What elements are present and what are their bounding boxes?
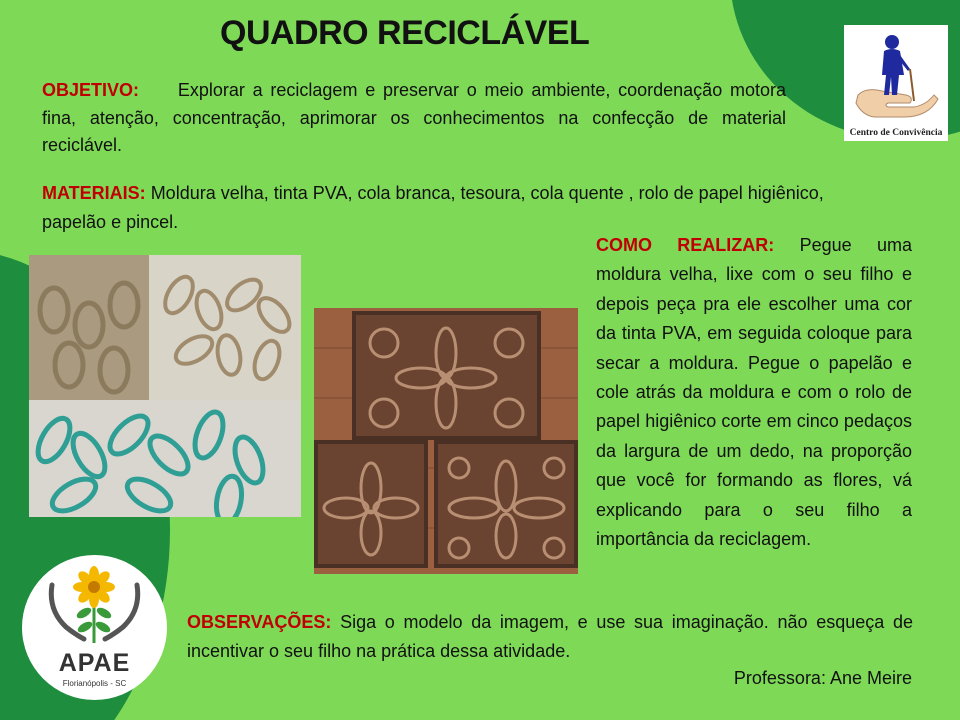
observacoes-paragraph xyxy=(187,608,913,666)
objetivo-paragraph xyxy=(42,77,786,160)
finished-frames-photo xyxy=(314,308,578,574)
como-realizar-text: Pegue uma moldura velha, lixe com o seu filho e depois peça pra ele escolher uma cor da tinta PVA, em seguida coloque para secar a moldura. Pegue o papelão e cole atrás da moldura e com o rolo de papel higiênico corte em cinco pedaços da largura de um dedo, na proporção que você for formando as flores, vá explicando para o seu filho a importância da reciclagem. xyxy=(596,235,912,550)
apae-logo xyxy=(22,555,167,700)
materiais-label: MATERIAIS: xyxy=(42,183,146,203)
professora-signature: Professora: Ane Meire xyxy=(733,668,912,688)
como-realizar-paragraph xyxy=(596,231,912,554)
rolls-craft-photo xyxy=(29,255,301,517)
objetivo-label: OBJETIVO: xyxy=(42,80,140,100)
observacoes-label: OBSERVAÇÕES: xyxy=(187,612,332,632)
como-realizar-label: COMO REALIZAR: xyxy=(596,235,775,255)
elderly-person-icon xyxy=(844,25,948,125)
sunflower-hands-icon xyxy=(22,555,167,650)
logo-caption: Centro de Convivência xyxy=(849,128,943,138)
observacoes-text: Siga o modelo da imagem, e use sua imaginação. não esqueça de incentivar o seu filho na prática dessa atividade. xyxy=(187,612,913,661)
objetivo-text: Explorar a reciclagem e preservar o meio ambiente, coordenação motora fina, atenção, concentração, aprimorar os conhecimentos na confecção de material reciclável. xyxy=(42,80,786,155)
apae-subtitle: Florianópolis - SC xyxy=(62,679,127,688)
apae-name: APAE xyxy=(58,649,131,677)
materiais-text: Moldura velha, tinta PVA, cola branca, tesoura, cola quente , rolo de papel higiênico, papelão e pincel. xyxy=(42,183,824,232)
centro-convivencia-logo xyxy=(844,25,948,141)
materiais-paragraph xyxy=(42,179,882,237)
page-title: QUADRO RECICLÁVEL xyxy=(220,14,590,52)
